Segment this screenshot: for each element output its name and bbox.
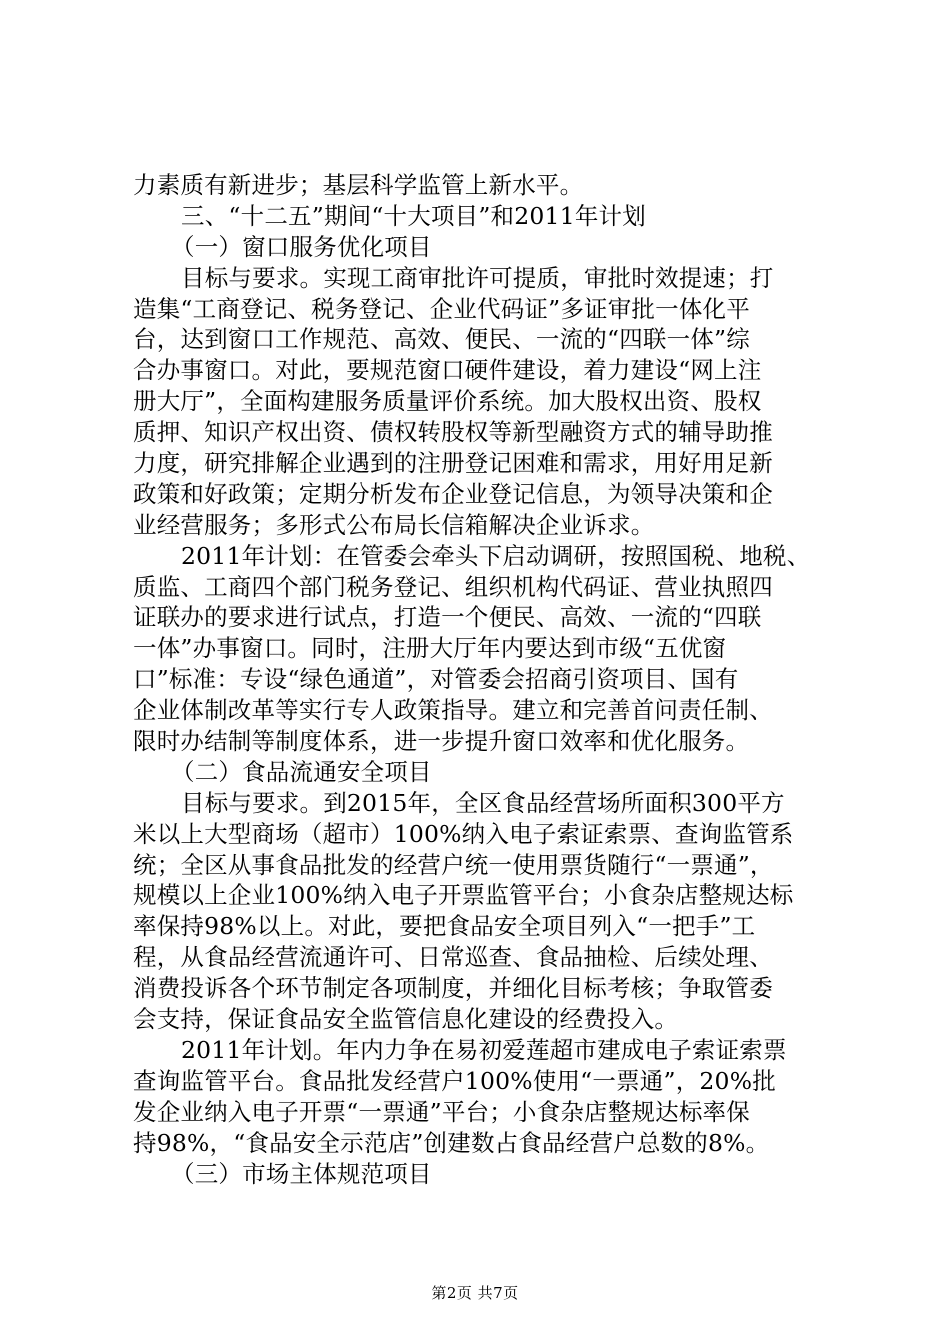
paragraph-line: 合办事窗口。对此，要规范窗口硬件建设，着力建设“网上注 xyxy=(133,356,762,385)
paragraph-line: 政策和好政策；定期分析发布企业登记信息，为领导决策和企 xyxy=(133,479,773,508)
paragraph-line: 证联办的要求进行试点，打造一个便民、高效、一流的“四联 xyxy=(133,603,762,632)
paragraph-line: 限时办结制等制度体系，进一步提升窗口效率和优化服务。 xyxy=(133,727,750,756)
paragraph-line: 力素质有新进步；基层科学监管上新水平。 xyxy=(133,171,584,199)
paragraph-line: 一体”办事窗口。同时，注册大厅年内要达到市级“五优窗 xyxy=(133,634,727,663)
paragraph-line: 2011年计划：在管委会牵头下启动调研，按照国税、地税、 xyxy=(181,541,811,570)
paragraph-line: 统；全区从事食品批发的经营户统一使用票货随行“一票通”， xyxy=(133,850,774,879)
paragraph-line: 企业体制改革等实行专人政策指导。建立和完善首问责任制、 xyxy=(133,696,773,725)
paragraph-line: 持98%，“食品安全示范店”创建数占食品经营户总数的8%。 xyxy=(133,1128,770,1157)
paragraph-line: 消费投诉各个环节制定各项制度，并细化目标考核；争取管委 xyxy=(133,974,773,1003)
document-body xyxy=(133,170,833,1189)
paragraph-line: 米以上大型商场（超市）100%纳入电子索证索票、查询监管系 xyxy=(133,819,794,848)
section-heading: 三、“十二五”期间“十大项目”和2011年计划 xyxy=(181,201,646,230)
paragraph-line: 口”标准：专设“绿色通道”，对管委会招商引资项目、国有 xyxy=(133,665,739,694)
paragraph-line: 2011年计划。年内力争在易初爱莲超市建成电子索证索票 xyxy=(181,1035,787,1064)
paragraph-line: 规模以上企业100%纳入电子开票监管平台；小食杂店整规达标 xyxy=(133,881,794,910)
paragraph-line: 发企业纳入电子开票“一票通”平台；小食杂店整规达标率保 xyxy=(133,1097,750,1126)
paragraph-line: 册大厅”，全面构建服务质量评价系统。加大股权出资、股权 xyxy=(133,387,762,416)
subsection-heading: （三）市场主体规范项目 xyxy=(171,1159,432,1188)
paragraph-line: 质押、知识产权出资、债权转股权等新型融资方式的辅导助推 xyxy=(133,418,773,447)
paragraph-line: 质监、工商四个部门税务登记、组织机构代码证、营业执照四 xyxy=(133,572,773,601)
paragraph-line: 台，达到窗口工作规范、高效、便民、一流的“四联一体”综 xyxy=(133,325,750,354)
paragraph-line: 会支持，保证食品安全监管信息化建设的经费投入。 xyxy=(133,1005,679,1034)
page-number-footer: 第2页 共7页 xyxy=(431,1284,519,1302)
paragraph-line: 目标与要求。实现工商审批许可提质，审批时效提速；打 xyxy=(181,263,774,292)
paragraph-line: 率保持98%以上。对此，要把食品安全项目列入“一把手”工 xyxy=(133,912,756,941)
paragraph-line: 力度，研究排解企业遇到的注册登记困难和需求，用好用足新 xyxy=(133,449,773,478)
paragraph-line: 造集“工商登记、税务登记、企业代码证”多证审批一体化平 xyxy=(133,294,750,323)
paragraph-line: 查询监管平台。食品批发经营户100%使用“一票通”，20%批 xyxy=(133,1066,776,1095)
paragraph-line: 目标与要求。到2015年，全区食品经营场所面积300平方 xyxy=(181,788,785,817)
subsection-heading: （二）食品流通安全项目 xyxy=(171,757,432,786)
paragraph-line: 程，从食品经营流通许可、日常巡查、食品抽检、后续处理、 xyxy=(133,943,773,972)
paragraph-line: 业经营服务；多形式公布局长信箱解决企业诉求。 xyxy=(133,510,655,539)
subsection-heading: （一）窗口服务优化项目 xyxy=(171,232,432,261)
